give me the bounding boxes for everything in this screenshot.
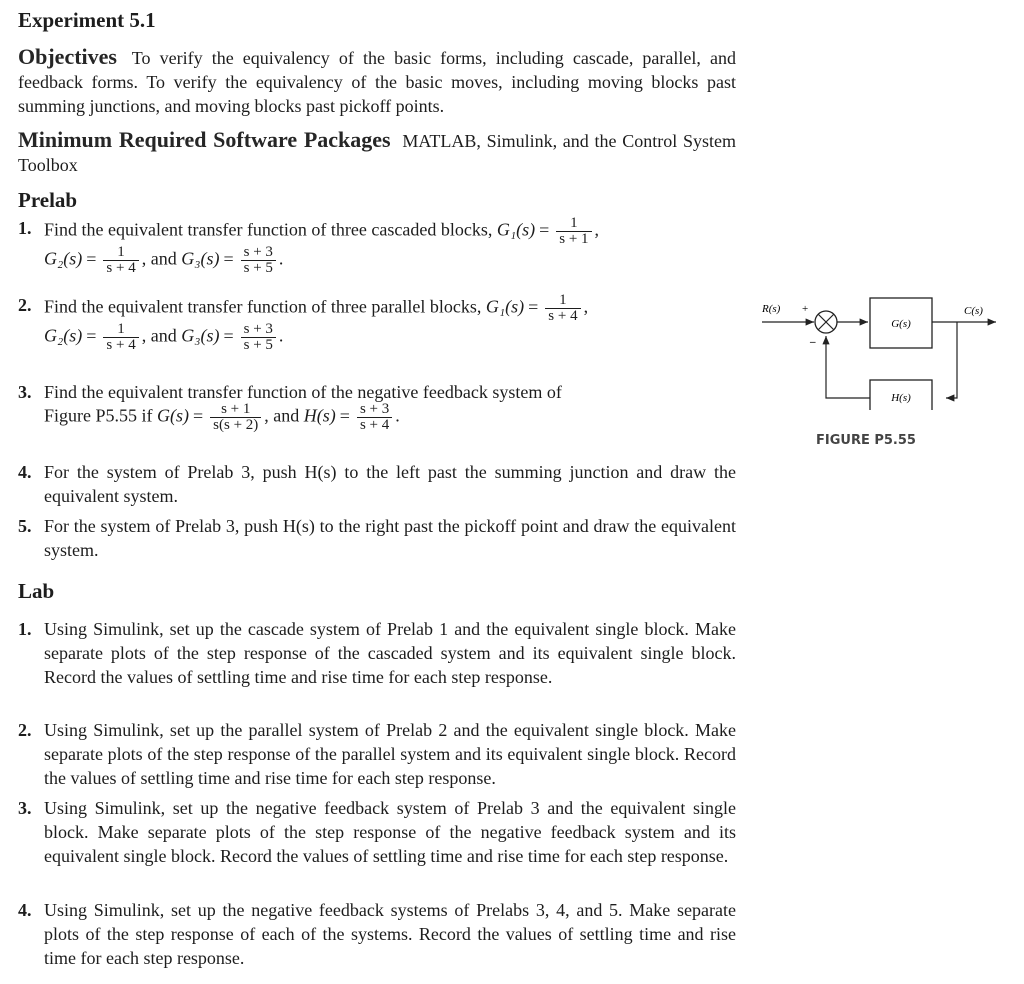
objectives-heading: Objectives [18, 44, 117, 69]
fraction-numerator: 1 [545, 293, 580, 309]
item-number: 2. [18, 720, 32, 740]
g2-fraction [103, 245, 138, 276]
item-text: Find the equivalent transfer function of three cascaded blocks, [44, 219, 493, 240]
figure-caption: FIGURE P5.55 [816, 433, 916, 448]
output-label: C(s) [964, 305, 983, 317]
item-number: 3. [18, 382, 32, 402]
fraction-denominator: s + 4 [106, 260, 136, 276]
lab-item-1 [18, 617, 736, 689]
summing-junction [815, 311, 837, 333]
g1-fraction [545, 293, 580, 324]
item-text: Find the equivalent transfer function of three parallel blocks, [44, 296, 482, 317]
item-number: 5. [18, 516, 32, 536]
fraction-denominator: s + 5 [243, 260, 273, 276]
g3-fraction [241, 245, 276, 276]
feedback-block-diagram [760, 290, 1000, 410]
prelab-item-1: 1. Find the equivalent transfer function of three cascaded blocks, G₁(s) = $\frac{1}{s + 1}$ , G₂(s) = $\frac{1}{s + 4}$ , and G₃(s) = $\frac{s + 3}{s + 5}$ . [18, 215, 600, 276]
input-label: R(s) [762, 303, 781, 315]
item-number: 4. [18, 900, 32, 920]
item-text: Using Simulink, set up the negative feedback system of Prelab 3 and the equivalent single block. Make separate plots of the step response of the negative feedback system and its equivalent single block. Record the values of settling time and rise time for each step response. [44, 798, 736, 866]
minus-sign: – [810, 336, 816, 348]
objectives-paragraph [18, 45, 736, 118]
prelab-item-4 [18, 460, 736, 508]
item-text: Using Simulink, set up the cascade system of Prelab 1 and the equivalent single block. Make separate plots of the step response of the cascaded system and its equivalent single block. Record the values of settling time and rise time for each step response. [44, 619, 736, 687]
and-word: and [150, 248, 177, 269]
g2-symbol: G₂(s) [44, 325, 83, 346]
lab-heading: Lab [18, 579, 55, 603]
fraction-numerator: s + 3 [357, 402, 392, 418]
forward-block-label: G(s) [891, 318, 911, 330]
software-paragraph [18, 128, 736, 177]
plus-sign: + [802, 303, 809, 315]
fraction-numerator: 1 [103, 322, 138, 338]
fraction-denominator: s + 4 [106, 337, 136, 353]
lab-item-4 [18, 898, 736, 970]
fraction-numerator: 1 [103, 245, 138, 261]
fraction-denominator: s + 5 [243, 337, 273, 353]
g3-symbol: G₃(s) [181, 248, 220, 269]
fraction-numerator: s + 3 [241, 245, 276, 261]
fraction-denominator: s + 4 [359, 417, 390, 433]
item-number: 2. [18, 295, 32, 315]
objectives-text: To verify the equivalency of the basic forms, including cascade, parallel, and feedback forms. To verify the equivalency of the basic moves, including moving blocks past summing junctions, and moving blocks past pickoff points. [18, 48, 736, 116]
g3-fraction [241, 322, 276, 353]
prelab-item-2: 2. Find the equivalent transfer function of three parallel blocks, G₁(s) = $\frac{1}{s + 4}$ , G₂(s) = $\frac{1}{s + 4}$ , and G₃(s) = $\frac{s + 3}{s + 5}$ . [18, 292, 589, 353]
item-number: 4. [18, 462, 32, 482]
fraction-numerator: 1 [556, 216, 591, 232]
and-word: and [150, 325, 177, 346]
lab-item-2 [18, 718, 736, 790]
item-number: 3. [18, 798, 32, 818]
h-fraction [357, 402, 392, 433]
g3-symbol: G₃(s) [181, 325, 220, 346]
g-fraction [210, 402, 261, 433]
prelab-item-5 [18, 514, 736, 562]
item-text: Find the equivalent transfer function of the negative feedback system of [44, 382, 562, 402]
g1-symbol: G₁(s) [485, 296, 525, 317]
feedback-return-line [826, 336, 870, 398]
pickoff-feedback-line [946, 322, 957, 398]
fraction-numerator: s + 3 [241, 322, 276, 338]
item-text: For the system of Prelab 3, push H(s) to the left past the summing junction and draw the equivalent system. [44, 462, 736, 506]
prelab-item-3: 3. Find the equivalent transfer function of the negative feedback system of Figure P5.55 if G(s) = $\frac{s + 1}{s(s + 2)}$ , and H(s) = $\frac{s + 3}{s + 4}$ . [18, 382, 562, 433]
g2-symbol: G₂(s) [44, 248, 83, 269]
h-symbol: H(s) [303, 405, 336, 426]
item-number: 1. [18, 218, 32, 238]
and-word: and [273, 405, 300, 426]
lab-item-3 [18, 796, 736, 868]
fraction-denominator: s(s + 2) [213, 417, 259, 433]
item-number: 1. [18, 619, 32, 639]
fraction-numerator: s + 1 [210, 402, 261, 418]
g1-symbol: G₁(s) [496, 219, 536, 240]
g-symbol: G(s) [157, 405, 190, 426]
g1-fraction [556, 216, 591, 247]
item-text: Using Simulink, set up the parallel system of Prelab 2 and the equivalent single block. Make separate plots of the step response of the parallel system and its equivalent single block. Record the values of settling time and rise time for each step response. [44, 720, 736, 788]
software-text: MATLAB, Simulink, and the Control System Toolbox [18, 131, 736, 175]
feedback-block-label: H(s) [891, 392, 911, 404]
fraction-denominator: s + 1 [559, 231, 589, 247]
fraction-denominator: s + 4 [548, 308, 578, 324]
item-text: For the system of Prelab 3, push H(s) to the right past the pickoff point and draw the equivalent system. [44, 516, 736, 560]
prelab-heading: Prelab [18, 188, 78, 212]
figure-reference: Figure P5.55 if [44, 405, 153, 426]
experiment-title: Experiment 5.1 [18, 8, 156, 32]
item-text: Using Simulink, set up the negative feedback systems of Prelabs 3, 4, and 5. Make separate plots of the step response of each of the systems. Record the values of settling time and rise time for each step response. [44, 900, 736, 968]
software-heading: Minimum Required Software Packages [18, 127, 391, 152]
g2-fraction [103, 322, 138, 353]
